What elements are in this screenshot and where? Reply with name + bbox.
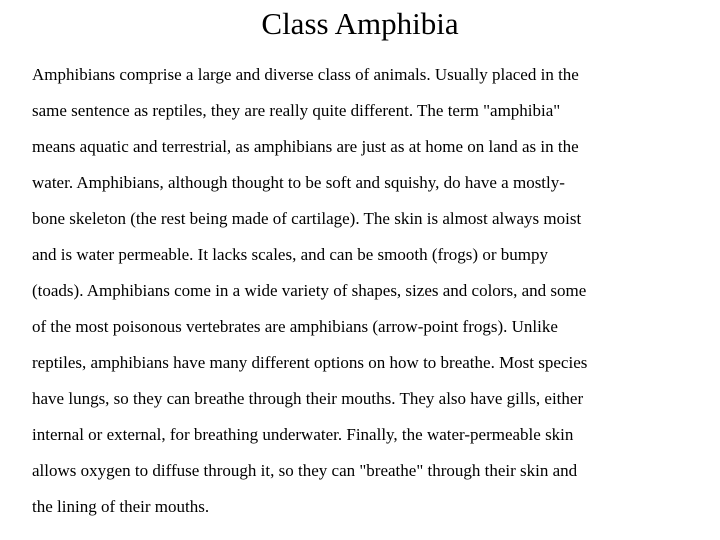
text-line: water. Amphibians, although thought to be soft and squishy, do have a mostly- xyxy=(32,173,565,192)
text-line: means aquatic and terrestrial, as amphibians are just as at home on land as in the xyxy=(32,137,579,156)
text-line: (toads). Amphibians come in a wide variety of shapes, sizes and colors, and some xyxy=(32,281,587,300)
slide-title: Class Amphibia xyxy=(261,6,459,41)
text-line: internal or external, for breathing underwater. Finally, the water-permeable skin xyxy=(32,425,574,444)
text-line: Amphibians comprise a large and diverse class of animals. Usually placed in the xyxy=(32,65,579,84)
text-line: reptiles, amphibians have many different options on how to breathe. Most species xyxy=(32,353,588,372)
text-line: and is water permeable. It lacks scales, and can be smooth (frogs) or bumpy xyxy=(32,245,548,264)
text-line: the lining of their mouths. xyxy=(32,497,210,516)
text-line: of the most poisonous vertebrates are amphibians (arrow-point frogs). Unlike xyxy=(32,317,558,336)
text-line: allows oxygen to diffuse through it, so they can "breathe" through their skin and xyxy=(32,461,578,480)
text-line: bone skeleton (the rest being made of cartilage). The skin is almost always moist xyxy=(32,209,582,228)
text-line: same sentence as reptiles, they are really quite different. The term "amphibia" xyxy=(32,101,561,120)
body-paragraph xyxy=(32,61,692,529)
text-line: have lungs, so they can breathe through their mouths. They also have gills, either xyxy=(32,389,584,408)
